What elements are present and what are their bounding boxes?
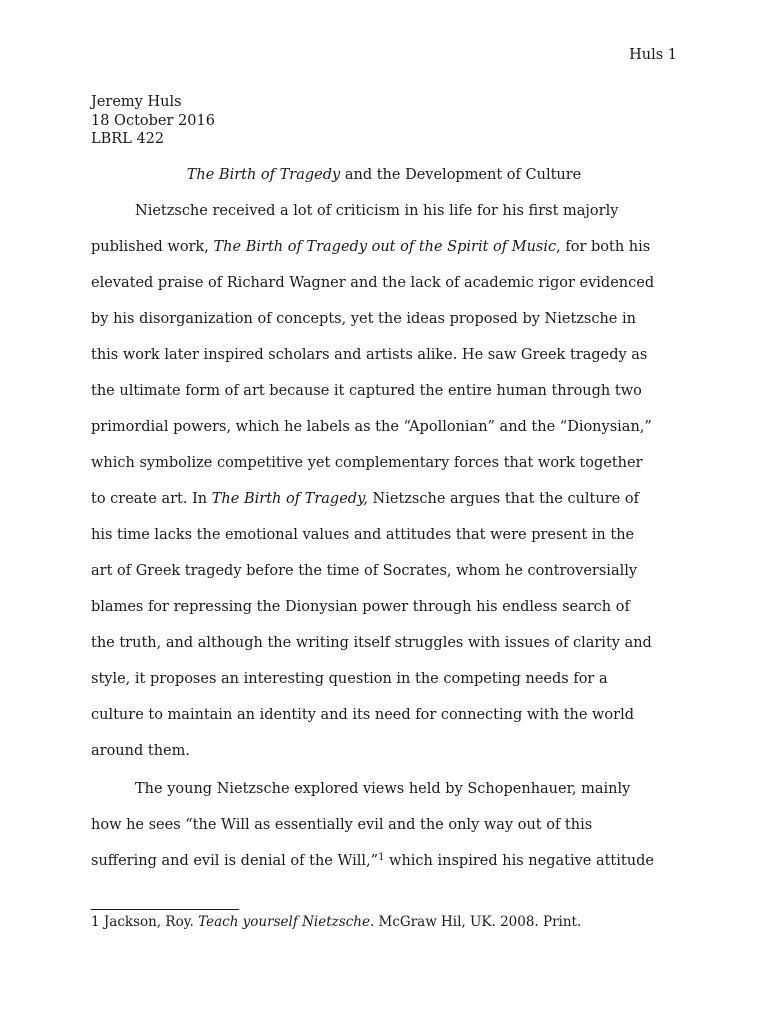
running-head: Huls 1 bbox=[629, 47, 677, 63]
p1-line-2-post: , for both his bbox=[556, 239, 651, 255]
footnote-book-title: Teach yourself Nietzsche bbox=[198, 914, 370, 930]
p1-line-5: this work later inspired scholars and artists alike. He saw Greek tragedy as bbox=[91, 347, 648, 363]
p1-line-11: art of Greek tragedy before the time of Socrates, whom he controversially bbox=[91, 563, 638, 579]
p1-line-6: the ultimate form of art because it captured the entire human through two bbox=[91, 383, 642, 399]
footnote-post: . McGraw Hil, UK. 2008. Print. bbox=[369, 914, 582, 930]
p1-line-1: Nietzsche received a lot of criticism in his life for his first majorly bbox=[135, 203, 619, 219]
p2-line-3-pre: suffering and evil is denial of the Will,” bbox=[91, 853, 379, 869]
p1-line-9-pre: to create art. In bbox=[91, 491, 212, 507]
date: 18 October 2016 bbox=[91, 112, 215, 129]
p1-line-12: blames for repressing the Dionysian power through his endless search of bbox=[91, 599, 630, 615]
footnote-ref: 1 bbox=[378, 852, 385, 863]
p1-line-16: around them. bbox=[91, 743, 190, 759]
course: LBRL 422 bbox=[91, 131, 165, 147]
p1-line-7: primordial powers, which he labels as the “Apollonian” and the “Dionysian,” bbox=[91, 419, 652, 435]
p1-line-14: style, it proposes an interesting question in the competing needs for a bbox=[91, 671, 608, 687]
footnote bbox=[91, 913, 581, 931]
p1-line-2 bbox=[91, 237, 650, 257]
p1-line-10: his time lacks the emotional values and attitudes that were present in the bbox=[91, 527, 635, 543]
p1-line-2-pre: published work, bbox=[91, 239, 214, 255]
title-rest: and the Development of Culture bbox=[340, 167, 582, 183]
p1-line-8: which symbolize competitive yet complementary forces that work together bbox=[91, 455, 643, 471]
p1-line-4: by his disorganization of concepts, yet the ideas proposed by Nietzsche in bbox=[91, 311, 636, 327]
p2-line-3-post: which inspired his negative attitude bbox=[384, 853, 654, 869]
p1-line-9 bbox=[91, 489, 639, 509]
p1-line-3: elevated praise of Richard Wagner and the lack of academic rigor evidenced bbox=[91, 275, 655, 291]
footnote-pre: Jackson, Roy. bbox=[99, 914, 199, 930]
footnote-number: 1 bbox=[91, 914, 100, 930]
p2-line-2: how he sees “the Will as essentially evil and the only way out of this bbox=[91, 817, 593, 833]
mla-heading bbox=[91, 93, 215, 149]
p1-line-9-post: Nietzsche argues that the culture of bbox=[367, 491, 639, 507]
p1-line-13: the truth, and although the writing itself struggles with issues of clarity and bbox=[91, 635, 652, 651]
title-italic: The Birth of Tragedy bbox=[186, 167, 341, 183]
footnote-separator bbox=[91, 909, 239, 910]
p2-line-3 bbox=[91, 851, 654, 871]
p2-line-1: The young Nietzsche explored views held by Schopenhauer, mainly bbox=[135, 781, 631, 797]
p1-line-9-italic: The Birth of Tragedy, bbox=[211, 491, 368, 507]
p1-line-2-italic: The Birth of Tragedy out of the Spirit of Music bbox=[213, 239, 557, 255]
essay-title bbox=[0, 165, 768, 185]
author-name: Jeremy Huls bbox=[91, 94, 182, 110]
p1-line-15: culture to maintain an identity and its need for connecting with the world bbox=[91, 707, 635, 723]
